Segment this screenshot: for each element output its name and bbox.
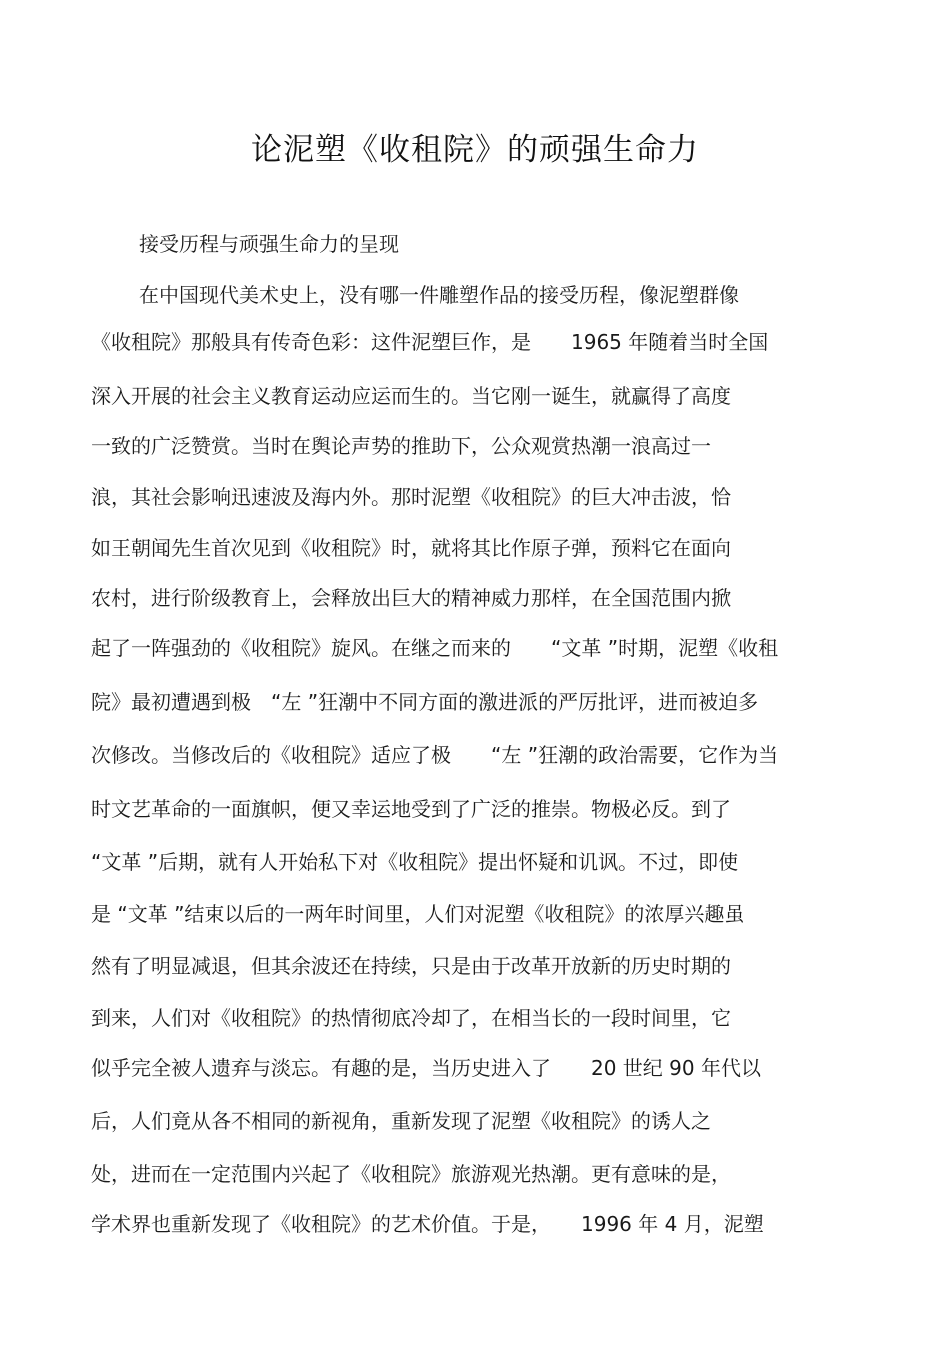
paragraph-line: 院》最初遭遇到极 “左 ”狂潮中不同方面的激进派的严厉批评，进而被迫多 bbox=[91, 690, 759, 714]
paragraph-line: 在中国现代美术史上，没有哪一件雕塑作品的接受历程，像泥塑群像 bbox=[139, 283, 739, 307]
paragraph-line: 学术界也重新发现了《收租院》的艺术价值。于是， 1996 年 4 月，泥塑 bbox=[91, 1212, 764, 1236]
paragraph-line: “文革 ”后期，就有人开始私下对《收租院》提出怀疑和讥讽。不过，即使 bbox=[91, 850, 739, 874]
paragraph-line: 是 “文革 ”结束以后的一两年时间里，人们对泥塑《收租院》的浓厚兴趣虽 bbox=[91, 902, 745, 926]
paragraph-line: 《收租院》那般具有传奇色彩：这件泥塑巨作，是 1965 年随着当时全国 bbox=[91, 330, 769, 354]
paragraph-line: 起了一阵强劲的《收租院》旋风。在继之而来的 “文革 ”时期，泥塑《收租 bbox=[91, 636, 779, 660]
paragraph-line: 后，人们竟从各不相同的新视角，重新发现了泥塑《收租院》的诱人之 bbox=[91, 1109, 711, 1133]
paragraph-line: 如王朝闻先生首次见到《收租院》时，就将其比作原子弹，预料它在面向 bbox=[91, 536, 731, 560]
paragraph-line: 深入开展的社会主义教育运动应运而生的。当它刚一诞生，就赢得了高度 bbox=[91, 384, 731, 408]
section-heading: 接受历程与顽强生命力的呈现 bbox=[139, 232, 399, 256]
paragraph-line: 农村，进行阶级教育上，会释放出巨大的精神威力那样，在全国范围内掀 bbox=[91, 586, 731, 610]
paragraph-line: 时文艺革命的一面旗帜，便又幸运地受到了广泛的推崇。物极必反。到了 bbox=[91, 797, 731, 821]
paragraph-line: 处，进而在一定范围内兴起了《收租院》旅游观光热潮。更有意味的是， bbox=[91, 1162, 731, 1186]
paragraph-line: 然有了明显减退，但其余波还在持续，只是由于改革开放新的历史时期的 bbox=[91, 954, 731, 978]
paragraph-line: 浪，其社会影响迅速波及海内外。那时泥塑《收租院》的巨大冲击波，恰 bbox=[91, 485, 731, 509]
paragraph-line: 一致的广泛赞赏。当时在舆论声势的推助下，公众观赏热潮一浪高过一 bbox=[91, 434, 711, 458]
paragraph-line: 次修改。当修改后的《收租院》适应了极 “左 ”狂潮的政治需要，它作为当 bbox=[91, 743, 779, 767]
paragraph-line: 到来，人们对《收租院》的热情彻底冷却了，在相当长的一段时间里，它 bbox=[91, 1006, 731, 1030]
document-title: 论泥塑《收租院》的顽强生命力 bbox=[251, 132, 699, 168]
paragraph-line: 似乎完全被人遗弃与淡忘。有趣的是，当历史进入了 20 世纪 90 年代以 bbox=[91, 1056, 761, 1080]
